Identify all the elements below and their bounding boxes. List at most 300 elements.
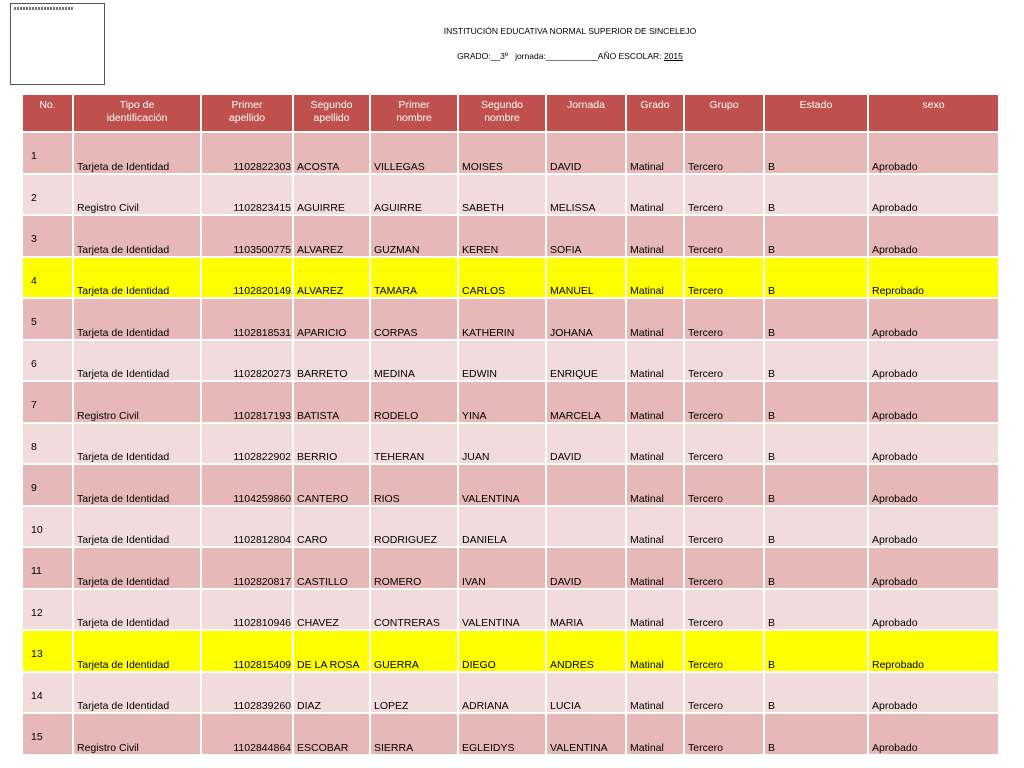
column-header-line2: apellido — [228, 112, 266, 124]
cell-no — [23, 341, 72, 381]
cell-ape1 — [294, 714, 369, 754]
cell-estado-text: Aprobado — [872, 202, 918, 214]
cell-doc — [202, 299, 292, 339]
cell-jornada — [627, 631, 683, 671]
cell-grado — [685, 507, 763, 547]
cell-doc-text: 1103500775 — [233, 243, 291, 256]
table-row — [23, 299, 1000, 339]
cell-no — [23, 382, 72, 422]
cell-grado — [685, 175, 763, 215]
cell-tipo — [74, 714, 200, 754]
cell-ape2 — [371, 548, 457, 588]
cell-tipo-text: Registro Civil — [77, 741, 139, 754]
cell-no-text: 7 — [31, 399, 37, 411]
cell-doc — [202, 133, 292, 173]
institution-title: INSTITUCIÓN EDUCATIVA NORMAL SUPERIOR DE SINCELEJO — [443, 26, 697, 36]
cell-doc — [202, 258, 292, 298]
cell-doc — [202, 590, 292, 630]
cell-ape1 — [294, 258, 369, 298]
cell-nom2 — [547, 673, 625, 713]
cell-doc — [202, 216, 292, 256]
cell-tipo-text: Tarjeta de Identidad — [77, 243, 170, 256]
cell-nom2-text: MANUEL — [550, 285, 594, 297]
cell-estado — [869, 175, 998, 215]
cell-ape2 — [371, 631, 457, 671]
cell-nom2 — [547, 133, 625, 173]
ano-value: 2015 — [663, 51, 683, 61]
cell-estado-text: Reprobado — [872, 285, 924, 297]
column-header — [685, 95, 763, 131]
cell-tipo-text: Tarjeta de Identidad — [77, 451, 170, 463]
cell-nom1 — [459, 673, 545, 713]
cell-nom1 — [459, 507, 545, 547]
cell-estado-text: Aprobado — [872, 534, 918, 546]
cell-tipo-text: Tarjeta de Identidad — [77, 700, 170, 712]
cell-grupo-text: B — [768, 285, 776, 297]
cell-jornada-text: Matinal — [630, 160, 664, 173]
cell-jornada-text: Matinal — [630, 658, 664, 671]
cell-doc-text: 1102820817 — [233, 575, 291, 588]
cell-grupo — [765, 341, 867, 381]
cell-ape2-text: MEDINA — [374, 368, 415, 380]
column-header-line1: Grupo — [709, 99, 739, 111]
cell-ape1 — [294, 175, 369, 215]
cell-grupo-text: B — [768, 617, 776, 629]
cell-nom2-text: MARCELA — [550, 409, 601, 422]
cell-doc — [202, 673, 292, 713]
table-body — [23, 133, 1000, 754]
column-header-line1: sexo — [922, 99, 945, 111]
cell-ape2 — [371, 175, 457, 215]
cell-jornada-text: Matinal — [630, 534, 664, 546]
cell-grupo-text: B — [768, 326, 776, 339]
cell-nom2-text: DAVID — [550, 160, 582, 173]
cell-grado-text: Tercero — [688, 368, 724, 380]
cell-grado — [685, 382, 763, 422]
cell-tipo — [74, 631, 200, 671]
cell-nom2 — [547, 341, 625, 381]
table-row — [23, 424, 1000, 464]
cell-tipo-text: Tarjeta de Identidad — [77, 575, 170, 588]
cell-nom1 — [459, 590, 545, 630]
cell-ape2 — [371, 465, 457, 505]
cell-doc-text: 1102810946 — [233, 617, 291, 629]
cell-jornada — [627, 465, 683, 505]
cell-nom2-text: DAVID — [550, 575, 582, 588]
cell-grupo-text: B — [768, 741, 776, 754]
table-row — [23, 673, 1000, 713]
cell-doc-text: 1102844864 — [233, 741, 291, 754]
cell-estado-text: Aprobado — [872, 409, 918, 422]
cell-ape1 — [294, 465, 369, 505]
cell-jornada — [627, 548, 683, 588]
cell-no — [23, 590, 72, 630]
logo-placeholder — [10, 3, 105, 85]
cell-grado — [685, 673, 763, 713]
cell-grupo-text: B — [768, 492, 776, 505]
grado-label: GRADO: — [457, 51, 491, 61]
cell-ape2-text: GUZMAN — [374, 243, 420, 256]
cell-nom2 — [547, 465, 625, 505]
cell-grado-text: Tercero — [688, 617, 724, 629]
cell-nom1 — [459, 714, 545, 754]
cell-jornada-text: Matinal — [630, 741, 664, 754]
cell-doc — [202, 424, 292, 464]
cell-grupo — [765, 258, 867, 298]
cell-ape1-text: CARO — [297, 534, 328, 546]
cell-grado — [685, 216, 763, 256]
logo-tiny-text — [14, 7, 74, 10]
cell-doc — [202, 175, 292, 215]
cell-tipo-text: Tarjeta de Identidad — [77, 285, 170, 297]
cell-estado-text: Aprobado — [872, 700, 918, 712]
cell-jornada-text: Matinal — [630, 409, 664, 422]
cell-no-text: 5 — [31, 316, 37, 328]
cell-no — [23, 465, 72, 505]
cell-no-text: 15 — [31, 731, 43, 743]
cell-grado-text: Tercero — [688, 451, 724, 463]
cell-ape1 — [294, 133, 369, 173]
cell-ape1-text: CANTERO — [297, 492, 349, 505]
cell-ape2 — [371, 216, 457, 256]
cell-grado-text: Tercero — [688, 534, 724, 546]
cell-grupo — [765, 590, 867, 630]
column-header-line1: No. — [39, 99, 56, 111]
cell-grado-text: Tercero — [688, 700, 724, 712]
cell-no-text: 3 — [31, 233, 37, 245]
cell-ape2-text: AGUIRRE — [374, 202, 422, 214]
cell-jornada-text: Matinal — [630, 285, 664, 297]
cell-jornada — [627, 424, 683, 464]
cell-nom1 — [459, 341, 545, 381]
cell-grado-text: Tercero — [688, 409, 724, 422]
cell-ape2-text: CONTRERAS — [374, 617, 440, 629]
cell-ape1-text: ALVAREZ — [297, 243, 344, 256]
cell-nom1-text: DANIELA — [462, 534, 507, 546]
cell-nom1-text: SABETH — [462, 202, 505, 214]
cell-grado — [685, 465, 763, 505]
cell-estado — [869, 424, 998, 464]
column-header-line1: Tipo de — [119, 99, 155, 111]
cell-ape1 — [294, 424, 369, 464]
cell-nom2-text: MARIA — [550, 617, 584, 629]
cell-tipo — [74, 258, 200, 298]
cell-estado — [869, 465, 998, 505]
table-row — [23, 216, 1000, 256]
cell-grado-text: Tercero — [688, 741, 724, 754]
cell-ape1 — [294, 382, 369, 422]
cell-jornada-text: Matinal — [630, 492, 664, 505]
cell-jornada-text: Matinal — [630, 617, 664, 629]
cell-nom2 — [547, 590, 625, 630]
cell-no — [23, 548, 72, 588]
cell-grado-text: Tercero — [688, 658, 724, 671]
cell-estado-text: Aprobado — [872, 741, 918, 754]
cell-no-text: 11 — [31, 565, 42, 577]
cell-nom2 — [547, 507, 625, 547]
cell-nom2-text: MELISSA — [550, 202, 596, 214]
cell-nom1 — [459, 133, 545, 173]
cell-nom2-text: VALENTINA — [550, 741, 608, 754]
column-header-line1: Estado — [799, 99, 833, 111]
cell-estado-text: Aprobado — [872, 451, 918, 463]
cell-doc — [202, 548, 292, 588]
cell-grado — [685, 133, 763, 173]
cell-nom1 — [459, 548, 545, 588]
cell-ape2-text: RODRIGUEZ — [374, 534, 437, 546]
cell-doc-text: 1102822902 — [233, 451, 291, 463]
cell-jornada-text: Matinal — [630, 243, 664, 256]
table-row — [23, 258, 1000, 298]
column-header-line2: identificación — [106, 112, 168, 124]
cell-no-text: 9 — [31, 482, 37, 494]
table-row — [23, 590, 1000, 630]
table-row — [23, 341, 1000, 381]
column-header — [371, 95, 457, 131]
cell-grupo-text: B — [768, 575, 776, 588]
cell-nom2-text: ENRIQUE — [550, 368, 598, 380]
cell-nom2 — [547, 424, 625, 464]
cell-no-text: 12 — [31, 606, 43, 619]
cell-grado-text: Tercero — [688, 492, 724, 505]
column-header — [547, 95, 625, 131]
cell-tipo — [74, 590, 200, 630]
cell-no-text: 13 — [31, 648, 43, 660]
cell-nom1-text: KATHERIN — [462, 326, 515, 339]
column-header-line1: Segundo — [480, 99, 524, 111]
cell-ape2-text: TEHERAN — [374, 451, 425, 463]
cell-grupo — [765, 714, 867, 754]
cell-doc-text: 1102817193 — [233, 409, 291, 422]
cell-no-text: 6 — [31, 357, 37, 370]
cell-nom2-text: LUCIA — [550, 700, 581, 712]
cell-nom1-text: YINA — [462, 409, 487, 422]
cell-grupo — [765, 673, 867, 713]
cell-jornada-text: Matinal — [630, 700, 664, 712]
grado-value: __3º — [490, 51, 508, 61]
column-header-line1: Segundo — [310, 99, 353, 111]
column-header — [74, 95, 200, 131]
cell-jornada — [627, 216, 683, 256]
cell-tipo — [74, 299, 200, 339]
cell-tipo — [74, 548, 200, 588]
column-header — [23, 95, 72, 131]
cell-nom2 — [547, 714, 625, 754]
cell-tipo-text: Tarjeta de Identidad — [77, 658, 170, 671]
cell-grupo — [765, 424, 867, 464]
cell-no — [23, 507, 72, 547]
cell-jornada — [627, 133, 683, 173]
cell-jornada-text: Matinal — [630, 326, 664, 339]
column-header-line1: Primer — [231, 99, 263, 111]
column-header-line2: nombre — [484, 112, 520, 124]
cell-grado — [685, 590, 763, 630]
cell-ape2 — [371, 714, 457, 754]
column-header-line2: nombre — [396, 112, 432, 124]
cell-nom2 — [547, 216, 625, 256]
cell-grupo-text: B — [768, 658, 776, 671]
cell-doc-text: 1104259860 — [233, 492, 291, 505]
cell-jornada — [627, 590, 683, 630]
cell-grupo-text: B — [768, 368, 776, 380]
column-header — [627, 95, 683, 131]
cell-ape1-text: BERRIO — [297, 451, 338, 463]
cell-grado — [685, 631, 763, 671]
cell-nom1 — [459, 175, 545, 215]
cell-grupo — [765, 216, 867, 256]
cell-nom1-text: ADRIANA — [462, 700, 509, 712]
cell-estado — [869, 590, 998, 630]
cell-no — [23, 299, 72, 339]
cell-grado — [685, 258, 763, 298]
column-header — [765, 95, 867, 131]
cell-ape1-text: BARRETO — [297, 368, 348, 380]
cell-grupo — [765, 133, 867, 173]
column-header — [294, 95, 369, 131]
cell-nom1 — [459, 382, 545, 422]
cell-no — [23, 424, 72, 464]
table-row — [23, 714, 1000, 754]
cell-estado-text: Aprobado — [872, 492, 918, 505]
cell-nom1-text: JUAN — [462, 451, 490, 463]
cell-ape1 — [294, 631, 369, 671]
cell-grupo-text: B — [768, 243, 776, 256]
student-table — [21, 93, 1002, 756]
cell-nom2 — [547, 299, 625, 339]
cell-ape2-text: GUERRA — [374, 658, 419, 671]
cell-ape2-text: VILLEGAS — [374, 160, 425, 173]
cell-nom1-text: CARLOS — [462, 285, 506, 297]
cell-grupo-text: B — [768, 160, 776, 173]
cell-grupo — [765, 465, 867, 505]
cell-doc-text: 1102815409 — [233, 658, 291, 671]
cell-tipo — [74, 673, 200, 713]
cell-tipo — [74, 133, 200, 173]
cell-estado-text: Aprobado — [872, 160, 918, 173]
cell-ape1 — [294, 548, 369, 588]
cell-estado — [869, 382, 998, 422]
cell-no — [23, 714, 72, 754]
cell-grado-text: Tercero — [688, 202, 724, 214]
cell-nom2 — [547, 382, 625, 422]
table-row — [23, 507, 1000, 547]
cell-nom1 — [459, 258, 545, 298]
table-row — [23, 465, 1000, 505]
cell-nom1-text: VALENTINA — [462, 617, 520, 629]
cell-grado — [685, 714, 763, 754]
cell-nom2 — [547, 631, 625, 671]
cell-estado-text: Reprobado — [872, 658, 924, 671]
cell-no — [23, 258, 72, 298]
cell-grupo — [765, 507, 867, 547]
ano-label: AÑO ESCOLAR: — [597, 51, 662, 61]
cell-estado-text: Aprobado — [872, 617, 918, 629]
cell-ape1-text: ESCOBAR — [297, 741, 349, 754]
table-row — [23, 133, 1000, 173]
cell-tipo — [74, 507, 200, 547]
cell-no-text: 10 — [31, 523, 43, 536]
cell-estado-text: Aprobado — [872, 368, 918, 380]
cell-doc — [202, 631, 292, 671]
cell-nom1-text: IVAN — [462, 575, 486, 588]
cell-estado — [869, 341, 998, 381]
cell-ape2 — [371, 258, 457, 298]
cell-ape2-text: TAMARA — [374, 285, 417, 297]
cell-nom2 — [547, 258, 625, 298]
cell-grupo — [765, 631, 867, 671]
cell-ape2 — [371, 133, 457, 173]
cell-no — [23, 133, 72, 173]
cell-estado — [869, 507, 998, 547]
cell-grupo-text: B — [768, 202, 776, 214]
cell-grado-text: Tercero — [688, 160, 724, 173]
cell-doc-text: 1102812804 — [233, 534, 291, 546]
cell-doc — [202, 714, 292, 754]
cell-doc-text: 1102820149 — [233, 285, 291, 297]
cell-nom2-text: ANDRES — [550, 658, 594, 671]
cell-doc-text: 1102823415 — [233, 202, 291, 214]
cell-grado — [685, 548, 763, 588]
cell-ape2 — [371, 673, 457, 713]
cell-no — [23, 631, 72, 671]
cell-no-text: 14 — [31, 689, 43, 702]
cell-ape1-text: ALVAREZ — [297, 285, 344, 297]
cell-ape1 — [294, 299, 369, 339]
cell-nom2-text: JOHANA — [550, 326, 593, 339]
cell-nom1 — [459, 465, 545, 505]
cell-estado-text: Aprobado — [872, 243, 918, 256]
cell-estado — [869, 299, 998, 339]
cell-nom1 — [459, 424, 545, 464]
cell-ape1-text: CHAVEZ — [297, 617, 339, 629]
cell-nom2-text: DAVID — [550, 451, 582, 463]
cell-doc — [202, 341, 292, 381]
cell-ape2 — [371, 299, 457, 339]
cell-grado — [685, 341, 763, 381]
cell-ape2-text: RIOS — [374, 492, 400, 505]
cell-tipo — [74, 175, 200, 215]
table-row — [23, 175, 1000, 215]
cell-doc — [202, 507, 292, 547]
grado-line — [320, 51, 820, 61]
cell-jornada-text: Matinal — [630, 202, 664, 214]
cell-ape1 — [294, 216, 369, 256]
cell-ape2 — [371, 507, 457, 547]
cell-ape2-text: RODELO — [374, 409, 419, 422]
cell-ape1-text: CASTILLO — [297, 575, 348, 588]
cell-no — [23, 175, 72, 215]
cell-ape2-text: ROMERO — [374, 575, 422, 588]
cell-grado — [685, 299, 763, 339]
cell-jornada — [627, 382, 683, 422]
cell-nom1-text: VALENTINA — [462, 492, 520, 505]
cell-nom1 — [459, 216, 545, 256]
table-header-row — [23, 95, 1000, 131]
cell-grupo-text: B — [768, 409, 776, 422]
cell-ape2-text: SIERRA — [374, 741, 414, 754]
jornada-label: jornada:___________ — [515, 51, 598, 61]
cell-nom1 — [459, 299, 545, 339]
cell-nom2 — [547, 548, 625, 588]
cell-jornada-text: Matinal — [630, 575, 664, 588]
cell-ape2-text: LOPEZ — [374, 700, 409, 712]
cell-jornada — [627, 507, 683, 547]
column-header-line1: Primer — [398, 99, 430, 111]
cell-nom2 — [547, 175, 625, 215]
cell-estado — [869, 133, 998, 173]
column-header — [202, 95, 292, 131]
cell-nom1 — [459, 631, 545, 671]
